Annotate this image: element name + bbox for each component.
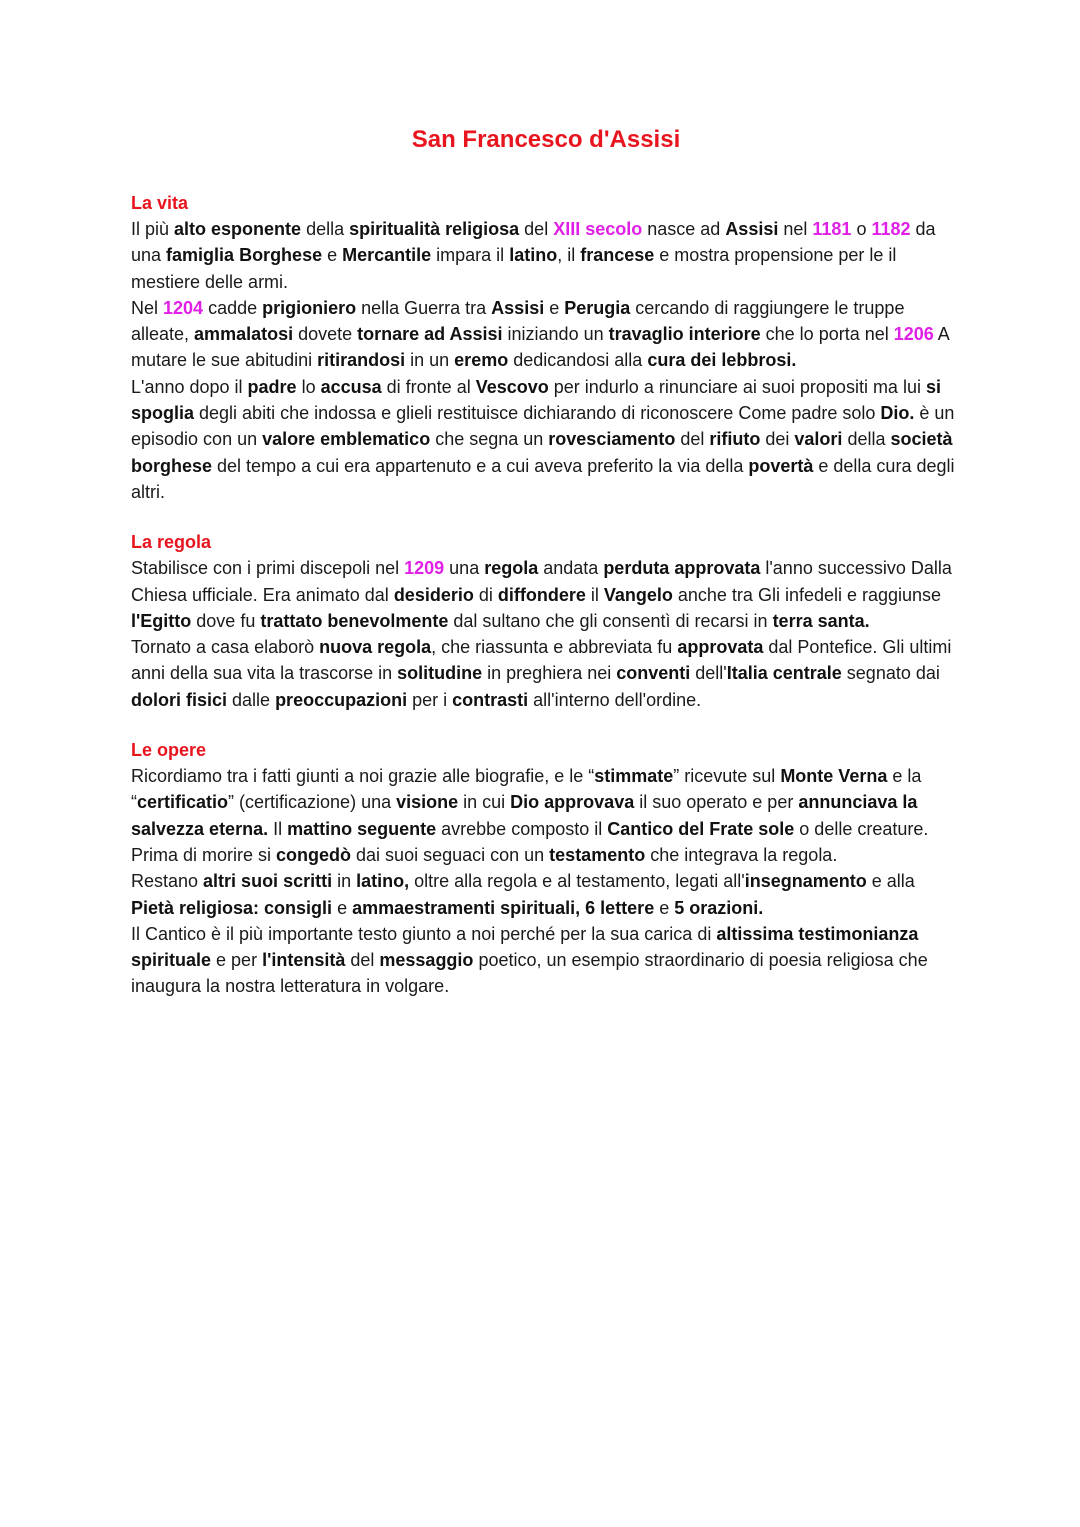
bold-term: francese [580,245,655,266]
text-run: poetico, un esempio straordinario di poesia religiosa che inaugura la nostra letteratura in volgare. [131,950,928,997]
bold-term: Mercantile [342,245,432,266]
text-run: del [675,429,710,450]
paragraph [131,763,961,842]
text-run: e per [211,950,263,971]
text-run: A mutare le sue abitudini [131,324,949,371]
bold-term: conventi [616,663,691,684]
highlighted-date: 1181 [812,219,852,239]
text-run: Tornato a casa elaborò [131,637,320,658]
bold-term: valore emblematico [262,429,431,450]
text-run: della [842,429,891,450]
bold-term: nuova regola [319,637,432,658]
section-heading: La regola [131,532,212,553]
text-run: all'interno dell'ordine. [528,689,702,710]
text-run: e [332,897,353,918]
bold-term: solitudine [397,663,483,684]
section-le-opere [131,737,961,1000]
bold-term: insegnamento [744,871,867,892]
bold-term: latino, [356,871,410,892]
section-heading: La vita [131,193,189,213]
text-run: Il più [131,219,175,239]
paragraph [131,555,961,634]
text-run: avrebbe composto il [436,818,608,839]
bold-term: perduta approvata [603,558,761,579]
text-run: dei [760,429,795,450]
text-run: dove fu [191,610,261,631]
bold-term: Vescovo [475,376,549,397]
bold-term: stimmate [594,766,674,787]
text-run: , che riassunta e abbreviata fu [431,637,678,658]
bold-term: contrasti [452,689,529,710]
bold-term: Dio approvava [510,792,635,813]
bold-term: regola [484,558,539,579]
bold-term: accusa [320,376,382,397]
text-run: nel [778,219,813,239]
text-run: dedicandosi alla [508,350,648,371]
text-run: per i [407,689,453,710]
bold-term: Monte Verna [780,766,888,787]
text-run: di fronte al [381,376,476,397]
text-run: che lo porta nel [760,324,894,345]
bold-term: si spoglia [131,376,941,424]
text-run: dal Pontefice. Gli ultimi anni della sua vita la trascorse in [131,637,952,684]
bold-term: alto esponente [174,219,302,239]
text-run: iniziando un [502,324,609,345]
text-run: , il [557,245,581,266]
text-run: l'anno successivo Dalla Chiesa ufficiale. Era animato dal [131,558,952,605]
text-run: che integrava la regola. [645,844,838,865]
text-run: in [332,871,357,892]
text-run: il suo operato e per [634,792,799,813]
text-run: segnato dai [841,663,940,684]
bold-term: povertà [748,455,814,476]
bold-term: rifiuto [709,429,761,450]
text-run: dell' [690,663,727,684]
bold-term: congedò [276,844,352,865]
bold-term: certificatio [137,792,229,813]
text-run: cercando di raggiungere le truppe alleate, [131,297,905,345]
text-run: in preghiera nei [482,663,617,684]
text-run: ” (certificazione) una [228,792,397,813]
bold-term: travaglio interiore [608,324,761,345]
highlighted-date: 1204 [163,297,204,318]
text-run: il [585,584,604,605]
text-run: Ricordiamo tra i fatti giunti a noi grazie alle biografie, e le “ [131,766,595,787]
text-run: nella Guerra tra [356,297,492,318]
highlighted-date: 1182 [871,219,911,239]
paragraph [131,868,961,921]
bold-term: Pietà religiosa: consigli [131,897,333,918]
bold-term: cura dei lebbrosi. [647,350,797,371]
bold-term: terra santa. [772,610,870,631]
text-run: e alla [866,871,915,892]
bold-term: Italia centrale [726,663,842,684]
bold-term: Dio. [880,403,915,424]
text-run: per indurlo a rinunciare ai suoi propositi ma lui [548,376,926,397]
bold-term: famiglia Borghese [166,245,323,266]
bold-term: Assisi [725,219,779,239]
text-run: e mostra propensione per le il mestiere delle armi. [131,245,897,292]
paragraph [131,374,961,505]
bold-term: prigioniero [262,297,357,318]
bold-term: tornare ad Assisi [357,324,503,345]
text-run: dalle [227,689,276,710]
paragraph [131,921,961,1000]
section-la-vita [131,190,961,505]
text-run: in cui [458,792,511,813]
text-run: Restano [131,871,204,892]
bold-term: latino [509,245,558,266]
text-run: o delle creature. [794,818,929,839]
bold-term: padre [247,376,297,397]
section-la-regola [131,529,961,713]
paragraph [131,842,961,868]
text-run: del [345,950,380,971]
text-run: anche tra Gli infedeli e raggiunse [672,584,942,605]
document-page [131,126,961,1024]
text-run: in un [405,350,455,371]
text-run: o [851,219,872,239]
text-run: e [654,897,675,918]
text-run: dal sultano che gli consentì di recarsi in [448,610,773,631]
text-run: Nel [131,297,164,318]
bold-term: Cantico del Frate sole [607,818,795,839]
bold-term: mattino seguente [287,818,437,839]
bold-term: messaggio [379,950,474,971]
text-run: Stabilisce con i primi discepoli nel [131,558,405,579]
bold-term: Assisi [491,297,545,318]
bold-term: valori [794,429,843,450]
bold-term: dolori fisici [131,689,228,710]
text-run: una [444,558,485,579]
bold-term: visione [396,792,459,813]
section-heading: Le opere [131,740,207,761]
text-run: da una [131,219,936,266]
bold-term: eremo [454,350,509,371]
text-run: ” ricevute sul [673,766,781,787]
text-run: degli abiti che indossa e glieli restituisce dichiarando di riconoscere Come padre solo [194,403,881,424]
bold-term: preoccupazioni [275,689,408,710]
paragraph [131,216,961,295]
text-run: della [301,219,350,239]
bold-term: Perugia [564,297,631,318]
text-run: e [322,245,343,266]
bold-term: rovesciamento [548,429,676,450]
bold-term: 5 orazioni. [674,897,764,918]
bold-term: testamento [549,844,646,865]
bold-term: Vangelo [603,584,673,605]
highlighted-date: XIII secolo [553,219,643,239]
text-run: cadde [203,297,263,318]
text-run: Il Cantico è il più importante testo giunto a noi perché per la sua carica di [131,923,717,944]
bold-term: altissima testimonianza spirituale [131,923,919,971]
text-run: L'anno dopo il [131,376,248,397]
bold-term: altri suoi scritti [203,871,333,892]
page-title: San Francesco d'Assisi [411,126,681,153]
text-run: e la “ [131,766,922,813]
text-run: di [473,584,498,605]
text-run: lo [296,376,321,397]
bold-term: l'intensità [262,950,346,971]
text-run: che segna un [430,429,549,450]
bold-term: approvata [677,637,764,658]
text-run: nasce ad [642,219,726,239]
text-run: e [544,297,565,318]
bold-term: ammaestramenti spirituali, 6 lettere [352,897,655,918]
text-run: impara il [431,245,510,266]
bold-term: spiritualità religiosa [349,219,520,239]
text-run: Il [268,818,288,839]
bold-term: diffondere [497,584,586,605]
bold-term: società borghese [131,429,953,476]
text-run: e della cura degli altri. [131,455,955,502]
bold-term: annunciava la salvezza eterna. [131,792,918,839]
paragraph [131,634,961,713]
text-run: Prima di morire si [131,844,277,865]
highlighted-date: 1209 [404,558,445,579]
text-run: dai suoi seguaci con un [351,844,550,865]
bold-term: ritirandosi [317,350,406,371]
bold-term: trattato benevolmente [260,610,449,631]
bold-term: ammalatosi [194,324,294,345]
text-run: oltre alla regola e al testamento, legati all' [409,871,745,892]
text-run: dovete [293,324,358,345]
bold-term: desiderio [393,584,474,605]
text-run: andata [538,558,604,579]
text-run: è un episodio con un [131,403,955,450]
highlighted-date: 1206 [893,324,934,345]
paragraph [131,295,961,374]
text-run: del tempo a cui era appartenuto e a cui aveva preferito la via della [212,455,749,476]
text-run: del [519,219,554,239]
bold-term: l'Egitto [131,610,192,631]
